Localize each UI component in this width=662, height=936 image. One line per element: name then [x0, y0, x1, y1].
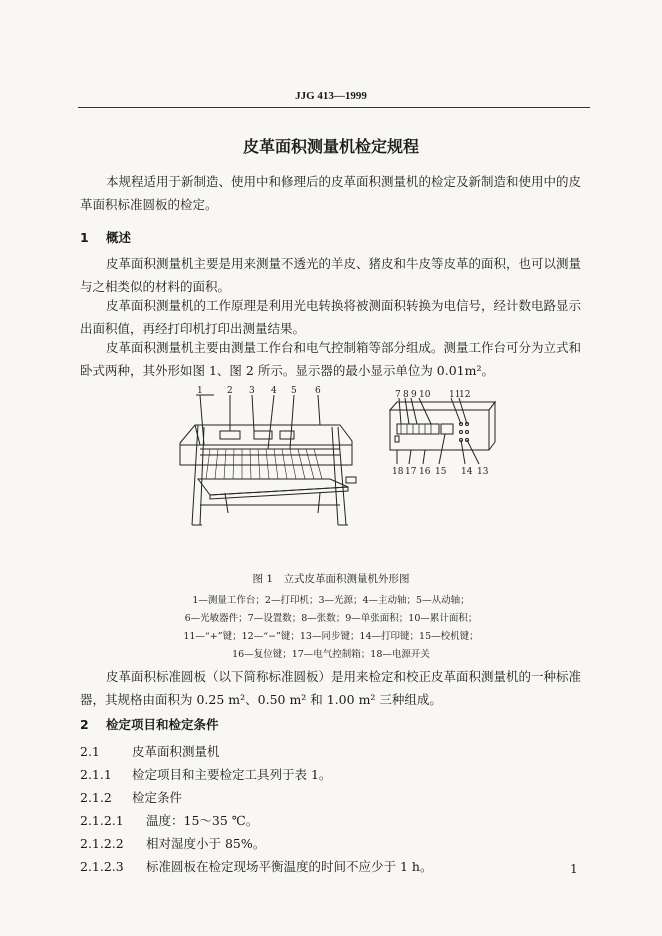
- running-header: JJG 413—1999: [295, 90, 367, 102]
- callout-label: 15: [435, 467, 447, 477]
- section-2-heading: [80, 715, 219, 733]
- figure-legend-line: 16—复位键；17—电气控制箱；18—电源开关: [232, 649, 430, 660]
- callout-label: 2: [227, 386, 233, 396]
- clause-line: 2.1.1 检定项目和主要检定工具列于表 1。: [80, 767, 332, 782]
- intro-paragraph: 本规程适用于新制造、使用中和修理后的皮革面积测量机的检定及新制造和使用中的皮革面积标准圆板的检定。: [80, 174, 582, 212]
- standard-plate-paragraph: 皮革面积标准圆板（以下简称标准圆板）是用来检定和校正皮革面积测量机的一种标准器，其规格由面积为 0.25 m²、0.50 m² 和 1.00 m² 三种组成。: [80, 669, 582, 707]
- clause-line: 2.1.2.2 相对湿度小于 85%。: [80, 836, 266, 851]
- callout-label: 12: [459, 390, 471, 400]
- figure-legend-line: 1—测量工作台；2—打印机；3—光源；4—主动轴；5—从动轴；: [192, 595, 470, 606]
- callout-label: 1: [197, 386, 203, 396]
- callout-label: 9: [411, 390, 417, 400]
- overview-paragraph-2: 皮革面积测量机的工作原理是利用光电转换将被测面积转换为电信号，经计数电路显示出面积值，再经打印机打印出测量结果。: [80, 298, 582, 336]
- page-number: 1: [570, 862, 578, 876]
- callout-label: 6: [315, 386, 321, 396]
- callout-label: 17: [405, 467, 417, 477]
- clause-line: 2.1.2.1 温度：15～35 ℃。: [80, 813, 259, 828]
- section-number: 1: [80, 230, 89, 245]
- section-number: 2: [80, 717, 89, 732]
- callout-label: 8: [403, 390, 409, 400]
- figure-legend-line: 11—“+”键；12—“−”键；13—同步键；14—打印键；15—校机键；: [183, 631, 479, 642]
- callout-label: 5: [291, 386, 297, 396]
- callout-label: 18: [392, 467, 404, 477]
- page-title: 皮革面积测量机检定规程: [242, 137, 419, 156]
- callout-label: 4: [271, 386, 277, 396]
- figure-vertical-machine: [170, 383, 370, 533]
- callout-label: 14: [461, 467, 473, 477]
- callout-label: 16: [419, 467, 431, 477]
- figure-caption: 图 1 立式皮革面积测量机外形图: [252, 573, 410, 585]
- clause-line: 2.1.2.3 标准圆板在检定现场平衡温度的时间不应少于 1 h。: [80, 859, 433, 874]
- left-callout-labels: [197, 386, 321, 396]
- figure-legend-line: 6—光敏器件；7—设置数；8—张数；9—单张面积；10—累计面积；: [184, 613, 478, 624]
- clause-line: 2.1 皮革面积测量机: [80, 744, 220, 759]
- clause-line: 2.1.2 检定条件: [80, 790, 183, 805]
- right-bottom-callout-labels: [392, 467, 489, 477]
- callout-label: 10: [419, 390, 431, 400]
- section-title: 检定项目和检定条件: [106, 717, 219, 732]
- figure-control-box: [385, 388, 510, 480]
- section-1-heading: [80, 228, 131, 246]
- overview-paragraph-1: 皮革面积测量机主要是用来测量不透光的羊皮、猪皮和牛皮等皮革的面积，也可以测量与之相类似的材料的面积。: [80, 256, 582, 294]
- callout-label: 7: [395, 390, 401, 400]
- right-top-callout-labels: [395, 390, 470, 400]
- header-rule: [78, 107, 590, 108]
- callout-label: 3: [249, 386, 255, 396]
- overview-paragraph-3: 皮革面积测量机主要由测量工作台和电气控制箱等部分组成。测量工作台可分为立式和卧式两种，其外形如图 1、图 2 所示。显示器的最小显示单位为 0.01m²。: [80, 340, 582, 378]
- section-title: 概述: [106, 230, 132, 245]
- callout-label: 13: [477, 467, 489, 477]
- callout-label: 11: [449, 390, 461, 400]
